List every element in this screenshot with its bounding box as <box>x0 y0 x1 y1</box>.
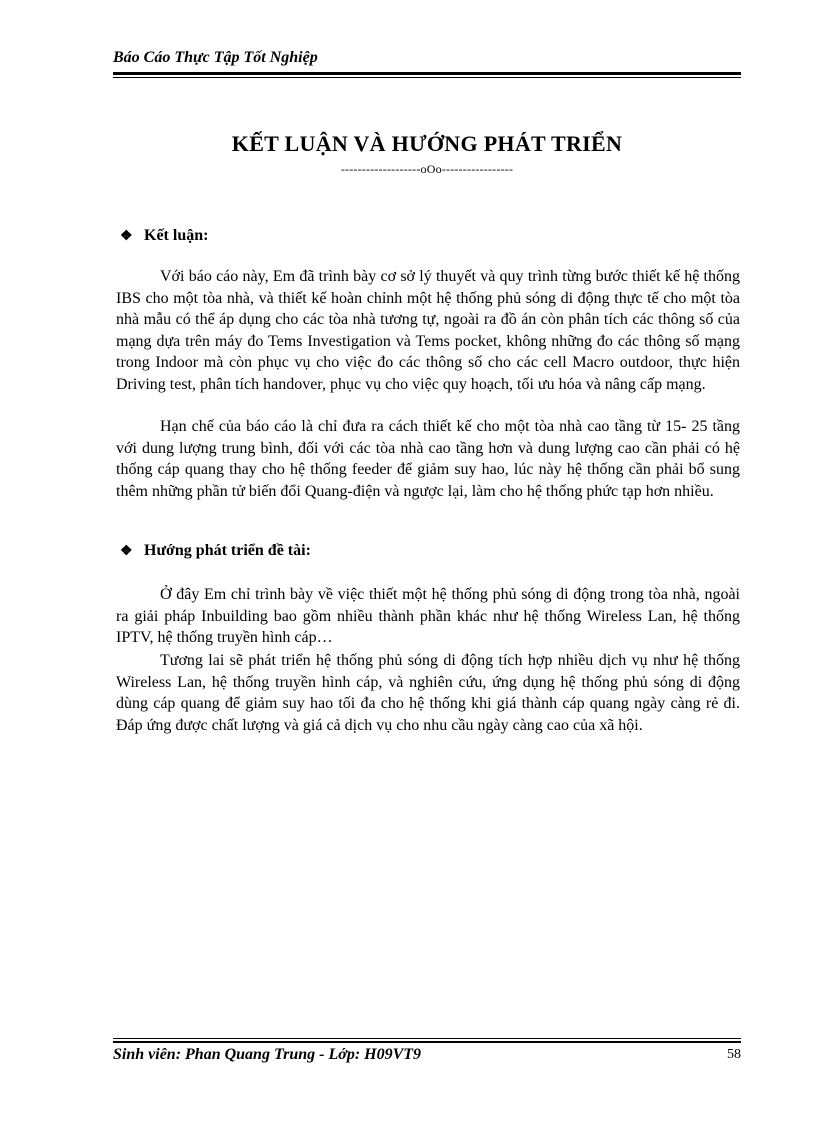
section-heading-label: Hướng phát triển đề tài: <box>144 542 311 559</box>
page-header <box>113 48 741 68</box>
footer-rule <box>113 1038 741 1039</box>
footer-rule-thick <box>113 1041 741 1043</box>
header-rule-thin <box>113 77 741 78</box>
section-heading-label: Kết luận: <box>144 227 209 244</box>
header-rule <box>113 72 741 75</box>
title-divider: -------------------oOo----------------- <box>340 162 514 176</box>
paragraph: Hạn chế của báo cáo là chỉ đưa ra cách thiết kế cho một tòa nhà cao tầng từ 15- 25 tầng với dung lượng trung bình, đối với các tòa nhà cao tầng hơn và dung lượng cao cần phải có hệ thống cáp quang thay cho hệ thống feeder để giảm suy hao, lúc này hệ thống cần phải bổ sung thêm những phần tử biến đổi Quang-điện và ngược lại, làm cho hệ thống phức tạp hơn nhiều. <box>116 418 740 500</box>
page-title: KẾT LUẬN VÀ HƯỚNG PHÁT TRIỂN <box>231 131 623 156</box>
header-title: Báo Cáo Thực Tập Tốt Nghiệp <box>113 49 318 66</box>
section-heading-conclusion <box>120 227 208 245</box>
footer-student-info: Sinh viên: Phan Quang Trung - Lớp: H09VT9 <box>113 1046 422 1063</box>
paragraph: Với báo cáo này, Em đã trình bày cơ sở lý thuyết và quy trình từng bước thiết kế hệ thống IBS cho một tòa nhà, và thiết kế hoàn chỉnh một hệ thống phủ sóng di động thực tế cho một tòa nhà mẫu có thể áp dụng cho các tòa nhà tương tự, ngoài ra đồ án còn phân tích các thông số của mạng dựa trên máy đo Tems Investigation và Tems pocket, không những đo các thông số mạng trong Indoor mà còn phục vụ cho việc đo các thông số cho các cell Macro outdoor, thực hiện Driving test, phân tích handover, phục vụ cho việc quy hoạch, tối ưu hóa và nâng cấp mạng. <box>116 268 740 393</box>
paragraph: Ở đây Em chỉ trình bày về việc thiết một hệ thống phủ sóng di động trong tòa nhà, ngoài ra giải pháp Inbuilding bao gồm nhiều thành phần khác như hệ thống Wireless Lan, hệ thống IPTV, hệ thống truyền hình cáp… <box>116 586 740 646</box>
diamond-bullet-icon: ❖ <box>120 544 133 559</box>
diamond-bullet-icon: ❖ <box>120 229 133 244</box>
page-number: 58 <box>727 1047 741 1062</box>
paragraph: Tương lai sẽ phát triển hệ thống phủ sóng di động tích hợp nhiều dịch vụ như hệ thống Wireless Lan, hệ thống truyền hình cáp, và nghiên cứu, ứng dụng hệ thống phủ sóng di động dùng cáp quang để giảm suy hao tối đa cho hệ thống khi giá thành cáp quang ngày càng rẻ đi. Đáp ứng được chất lượng và giá cả dịch vụ cho nhu cầu ngày càng cao của xã hội. <box>116 652 740 734</box>
section-heading-development <box>120 542 311 560</box>
